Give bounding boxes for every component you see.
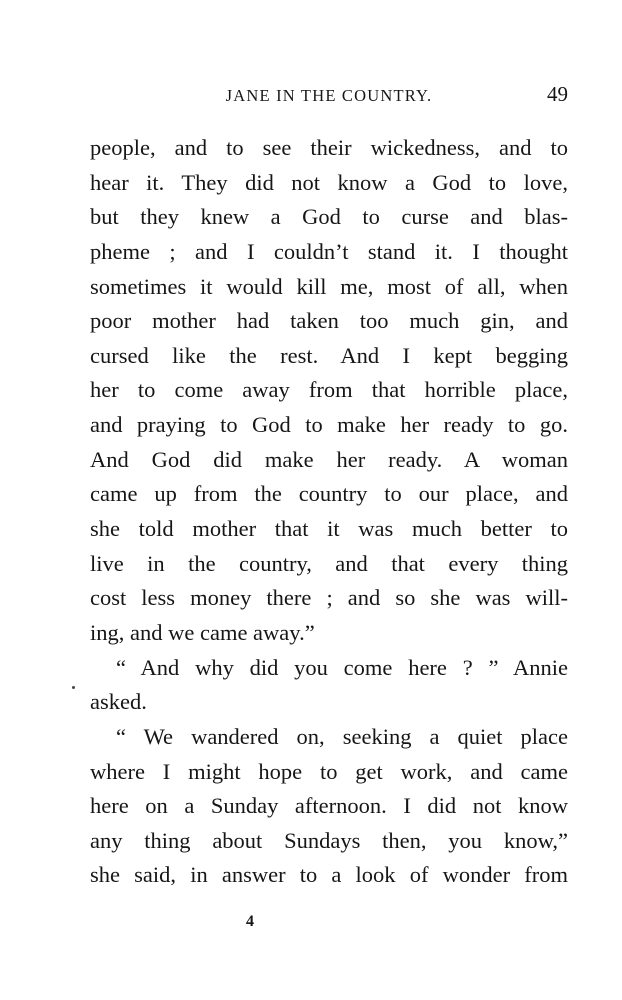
text-line: people, and to see their wickedness, and to (90, 135, 568, 160)
body-text (90, 131, 568, 893)
print-speck (72, 686, 75, 689)
running-title: JANE IN THE COUNTRY. (225, 86, 433, 105)
text-line: any thing about Sundays then, you know,” (90, 827, 568, 853)
text-line: but they knew a God to curse and blas- (90, 204, 568, 230)
text-line: sometimes it would kill me, most of all, when (90, 273, 568, 299)
text-line: live in the country, and that every thing (90, 550, 568, 576)
text-line: ing, and we came away.” (90, 619, 315, 645)
signature-mark: 4 (246, 913, 254, 930)
text-line: hear it. They did not know a God to love, (90, 169, 568, 195)
text-line: cursed like the rest. And I kept begging (90, 342, 568, 368)
text-line: here on a Sunday afternoon. I did not know (90, 793, 568, 819)
text-line: she said, in answer to a look of wonder from (90, 862, 568, 888)
page-number: 49 (547, 82, 568, 106)
text-line: “ We wandered on, seeking a quiet place (116, 723, 568, 749)
text-line: her to come away from that horrible place, (90, 377, 568, 403)
text-line: she told mother that it was much better to (90, 516, 568, 542)
text-line: “ And why did you come here ? ” Annie (116, 654, 568, 680)
text-line: came up from the country to our place, and (90, 481, 568, 507)
text-line: cost less money there ; and so she was will- (90, 585, 568, 611)
text-line: where I might hope to get work, and came (90, 758, 568, 784)
text-line: asked. (90, 689, 147, 715)
text-line: And God did make her ready. A woman (90, 446, 568, 472)
running-head (90, 82, 568, 112)
text-line: and praying to God to make her ready to go. (90, 412, 568, 438)
text-line: pheme ; and I couldn’t stand it. I thought (90, 238, 568, 264)
text-line: poor mother had taken too much gin, and (90, 308, 568, 334)
